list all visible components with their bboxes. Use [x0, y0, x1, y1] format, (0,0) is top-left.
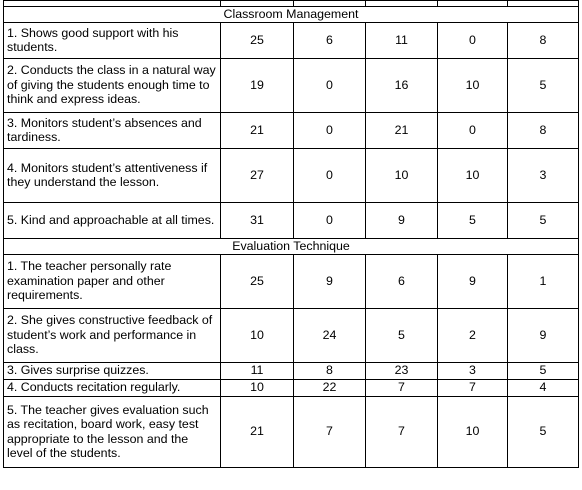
value-cell: 5: [366, 308, 438, 362]
item-text: 1. The teacher personally rate examination paper and other requirements.: [4, 254, 221, 308]
value-cell: 21: [221, 396, 294, 467]
value-cell: 11: [366, 22, 438, 58]
value-cell: 8: [508, 112, 579, 148]
value-cell: 0: [294, 148, 366, 202]
item-text: 5. Kind and approachable at all times.: [4, 202, 221, 238]
table-row: [4, 308, 579, 362]
value-cell: 4: [508, 379, 579, 396]
value-cell: 10: [221, 308, 294, 362]
value-cell: 0: [438, 112, 508, 148]
value-cell: 7: [366, 396, 438, 467]
value-cell: 9: [294, 254, 366, 308]
value-cell: 10: [366, 148, 438, 202]
value-cell: 5: [438, 202, 508, 238]
table-row: [4, 362, 579, 379]
value-cell: 31: [221, 202, 294, 238]
value-cell: 5: [508, 396, 579, 467]
value-cell: 8: [508, 22, 579, 58]
section-header-row: [4, 238, 579, 254]
item-text: 4. Conducts recitation regularly.: [4, 379, 221, 396]
value-cell: 0: [438, 22, 508, 58]
section-header-row: [4, 7, 579, 23]
item-text: 3. Monitors student’s absences and tardiness.: [4, 112, 221, 148]
value-cell: 23: [366, 362, 438, 379]
value-cell: 3: [508, 148, 579, 202]
table-row: [4, 148, 579, 202]
value-cell: 5: [508, 362, 579, 379]
value-cell: 0: [294, 112, 366, 148]
value-cell: 0: [294, 58, 366, 112]
table-row: [4, 202, 579, 238]
item-text: 4. Monitors student’s attentiveness if they understand the lesson.: [4, 148, 221, 202]
value-cell: 7: [366, 379, 438, 396]
value-cell: 21: [221, 112, 294, 148]
value-cell: 7: [438, 379, 508, 396]
table-row: [4, 58, 579, 112]
value-cell: 22: [294, 379, 366, 396]
value-cell: 10: [221, 379, 294, 396]
value-cell: 5: [508, 58, 579, 112]
value-cell: 2: [438, 308, 508, 362]
table-row: [4, 22, 579, 58]
table-row: [4, 379, 579, 396]
value-cell: 19: [221, 58, 294, 112]
value-cell: 0: [294, 202, 366, 238]
value-cell: 8: [294, 362, 366, 379]
table-row: [4, 396, 579, 467]
survey-table: [3, 0, 579, 468]
value-cell: 5: [508, 202, 579, 238]
value-cell: 9: [366, 202, 438, 238]
value-cell: 21: [366, 112, 438, 148]
value-cell: 25: [221, 254, 294, 308]
item-text: 2. Conducts the class in a natural way of giving the students enough time to think and express ideas.: [4, 58, 221, 112]
table-row: [4, 112, 579, 148]
value-cell: 9: [438, 254, 508, 308]
table-row: [4, 254, 579, 308]
value-cell: 24: [294, 308, 366, 362]
value-cell: 10: [438, 396, 508, 467]
item-text: 5. The teacher gives evaluation such as recitation, board work, easy test appropriate to the lesson and the level of the students.: [4, 396, 221, 467]
value-cell: 6: [366, 254, 438, 308]
value-cell: 27: [221, 148, 294, 202]
value-cell: 6: [294, 22, 366, 58]
value-cell: 11: [221, 362, 294, 379]
section-title: Evaluation Technique: [4, 238, 579, 254]
value-cell: 10: [438, 148, 508, 202]
value-cell: 3: [438, 362, 508, 379]
value-cell: 10: [438, 58, 508, 112]
value-cell: 9: [508, 308, 579, 362]
value-cell: 16: [366, 58, 438, 112]
value-cell: 1: [508, 254, 579, 308]
value-cell: 25: [221, 22, 294, 58]
value-cell: 7: [294, 396, 366, 467]
item-text: 3. Gives surprise quizzes.: [4, 362, 221, 379]
item-text: 1. Shows good support with his students.: [4, 22, 221, 58]
item-text: 2. She gives constructive feedback of student’s work and performance in class.: [4, 308, 221, 362]
section-title: Classroom Management: [4, 7, 579, 23]
survey-table-body: [4, 1, 579, 468]
